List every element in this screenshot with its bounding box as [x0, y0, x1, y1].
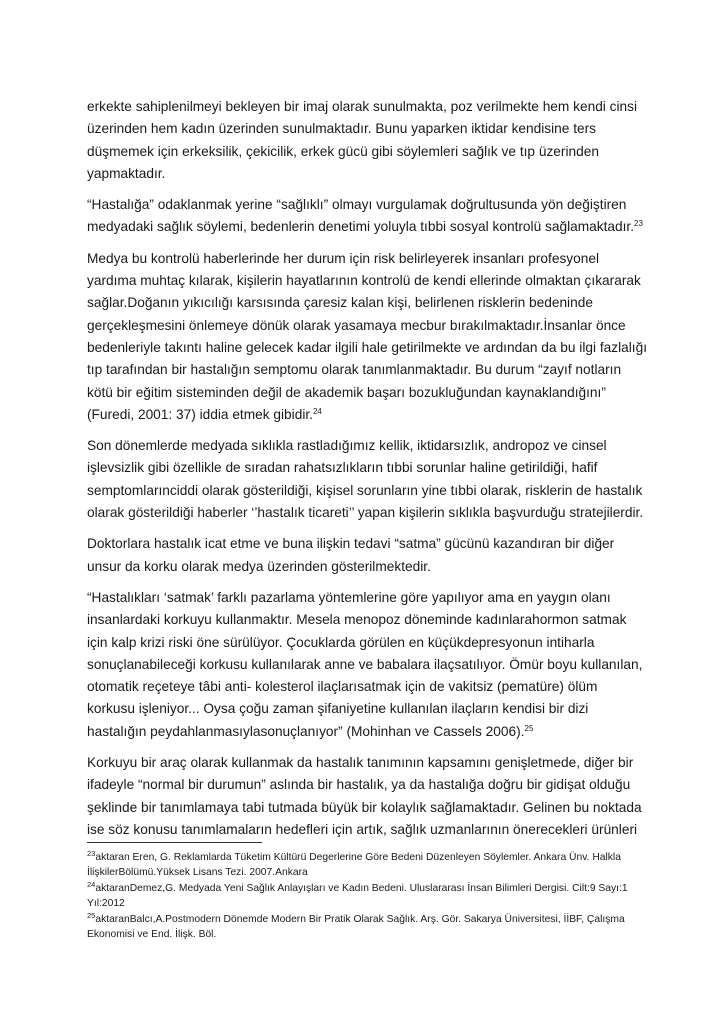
footnote-ref: 23	[634, 219, 643, 229]
footnote-number: 23	[87, 849, 96, 858]
footnote-ref: 25	[524, 723, 534, 733]
paragraph: “Hastalıkları ‘satmak’ farklı pazarlama yöntemlerine göre yapılıyor ama en yaygın olanı insanlardaki korkuyu kullanmaktır. Mesela menopoz döneminde kadınlarahormon satmak için kalp krizi riski öne sürülüyor. Çocuklarda görülen en küçükdepresyonun intiharla sonuçlanabileceği korkusu kullanılarak anne ve babalara ilaçsatılıyor. Ömür boyu kullanılan, otomatik reçeteye tâbi anti- kolesterol ilaçlarısatmak için de vakitsiz (pematüre) ölüm korkusu işleniyor... Oysa çoğu zaman şifaniyetine kullanılan ilaçların kendisi bir dizi hastalığın peydahlanmasıylasonuçlanıyor” (Mohinhan ve Cassels 2006).$^{25}$	[87, 589, 643, 739]
paragraph: Medya bu kontrolü haberlerinde her durum için risk belirleyerek insanları profesyonel yardıma muhtaç kılarak, kişilerin hayatlarının kontrolü de kendi ellerinde olmaktan çıkararak sağlar.Doğanın yıkıcılığı karsısında çaresiz kalan kişi, belirlenen risklerin bedeninde gerçekleşmesini önlemeye dönük olarak yasamaya mecbur bırakılmaktadır.İnsanlar önce bedenleriyle takıntı haline gelecek kadar ilgili hale getirilmekte ve ardından da bu ilgi fazlalığı tıp tarafından bir hastalığın semptomu olarak tanımlanmaktadır. Bu durum “zayıf notların kötü bir eğitim sisteminden değil de akademik başarı bozukluğundan kaynaklandığını” (Furedi, 2001: 37) iddia etmek gibidir.$^{24}$	[87, 250, 647, 422]
footnote-ref: 24	[312, 406, 322, 416]
footnote: $^{23}$aktaran Eren, G. Reklamlarda Tüketim Kültürü Degerlerine Göre Bedeni Düzenleyen Söylemler. Ankara Ünv. Halkla İlişkilerBölümü.Yüksek Lisans Tezi. 2007.Ankara	[87, 849, 621, 879]
paragraph: erkekte sahiplenilmeyi bekleyen bir imaj olarak sunulmakta, poz verilmekte hem kendi cinsi üzerinden hem kadın üzerinden sunulmaktadır. Bunu yaparken iktidar kendisine ters düşmemek için erkeksilik, çekicilik, erkek gücü gibi söylemleri sağlık ve tıp üzerinden yapmaktadır.	[87, 99, 638, 181]
footnote: $^{24}$aktaranDemez,G. Medyada Yeni Sağlık Anlayışları ve Kadın Bedeni. Uluslararası İnsan Bilimleri Dergisi. Cilt:9 Sayı:1 Yıl:2012	[87, 879, 628, 910]
paragraph: Son dönemlerde medyada sıklıkla rastladığımız kellik, iktidarsızlık, andropoz ve cinsel işlevsizlik gibi özellikle de sıradan rahatsızlıkların tıbbi sorunlar haline getirildiği, hafif semptomlarınciddi olarak gösterildiği, kişisel sorunların yine tıbbi olarak, risklerin de hastalık olarak gösterildiği haberler ‘’hastalık ticareti’’ yapan kişilerin sıklıkla başvurduğu stratejilerdir.	[87, 438, 644, 521]
footnotes	[87, 850, 662, 942]
paragraph: Korkuyu bir araç olarak kullanmak da hastalık tanımının kapsamını genişletmede, diğer bir ifadeyle “normal bir durumun” aslında bir hastalık, ya da hastalığa doğru bir gidişat olduğu şeklinde bir tanımlamaya tabi tutmada büyük bir kolaylık sağlamaktadır. Gelinen bu noktada ise söz konusu tanımlamaların hedefleri için artık, sağlık uzmanlarının önerecekleri ürünleri	[87, 755, 642, 837]
footnote: $^{25}$aktaranBalcı,A.Postmodern Dönemde Modern Bir Pratik Olarak Sağlık. Arş. Gör. Sakarya Üniversitesi, İİBF, Çalışma Ekonomisi ve End. İlişk. Böl.	[87, 910, 625, 941]
footnote-number: 24	[87, 879, 96, 889]
paragraph: Doktorlara hastalık icat etme ve buna ilişkin tedavi “satma” gücünü kazandıran bir diğer unsur da korku olarak medya üzerinden gösterilmektedir.	[87, 536, 615, 574]
footnote-number: 25	[87, 910, 96, 920]
body-text	[87, 96, 647, 850]
footnote-divider	[87, 842, 262, 843]
paragraph: “Hastalığa” odaklanmak yerine “sağlıklı” olmayı vurgulamak doğrultusunda yön değiştiren medyadaki sağlık söylemi, bedenlerin denetimi yoluyla tıbbi sosyal kontrolü sağlamaktadır.$^{23}$	[87, 197, 643, 235]
